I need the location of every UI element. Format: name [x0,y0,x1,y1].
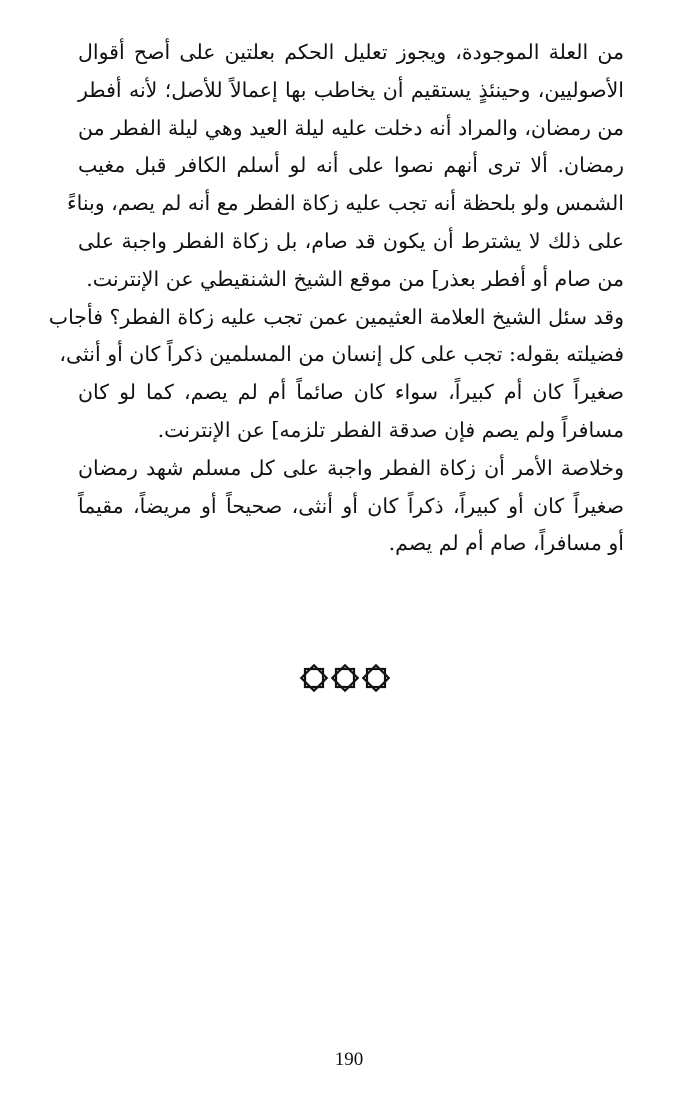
text-line: وقد سئل الشيخ العلامة العثيمين عمن تجب عليه زكاة الفطر؟ فأجاب [48,304,624,329]
text-line: الأصوليين، وحينئذٍ يستقيم أن يخاطب بها إعمالاً للأصل؛ لأنه أفطر [78,77,624,102]
star-ornament-icon [301,665,326,690]
paragraph-3 [78,450,624,563]
text-line: من رمضان، والمراد أنه دخلت عليه ليلة العيد وهي ليلة الفطر من [78,115,624,140]
page-body-text [48,34,624,563]
page-number: 190 [334,1049,364,1070]
text-line: من العلة الموجودة، ويجوز تعليل الحكم بعلتين على أصح أقوال [78,40,624,64]
text-line: الشمس ولو بلحظة أنه تجب عليه زكاة الفطر مع أنه لم يصم، وبناءً [66,191,624,216]
three-star-ornament-icon [299,663,391,693]
paragraph-1 [66,34,624,299]
text-line: رمضان. ألا ترى أنهم نصوا على أنه لو أسلم الكافر قبل مغيب [78,153,624,178]
text-line: مسافراً ولم يصم فإن صدقة الفطر تلزمه] عن الإنترنت. [157,417,624,442]
star-ornament-icon [332,665,357,690]
text-line: صغيراً كان أو كبيراً، ذكراً كان أو أنثى، صحيحاً أو مريضاً، مقيماً [78,493,624,518]
text-line: وخلاصة الأمر أن زكاة الفطر واجبة على كل مسلم شهد رمضان [78,455,624,480]
star-ornament-icon [363,665,388,690]
text-line: من صام أو أفطر بعذر] من موقع الشيخ الشنقيطي عن الإنترنت. [86,266,624,291]
text-line: صغيراً كان أم كبيراً، سواء كان صائماً أم لم يصم، كما لو كان [78,380,624,405]
text-line: على ذلك لا يشترط أن يكون قد صام، بل زكاة الفطر واجبة على [78,228,624,253]
text-line: فضيلته بقوله: تجب على كل إنسان من المسلمين ذكراً كان أو أنثى، [59,342,624,367]
paragraph-2 [48,299,624,450]
text-line: أو مسافراً، صام أم لم يصم. [388,531,624,556]
